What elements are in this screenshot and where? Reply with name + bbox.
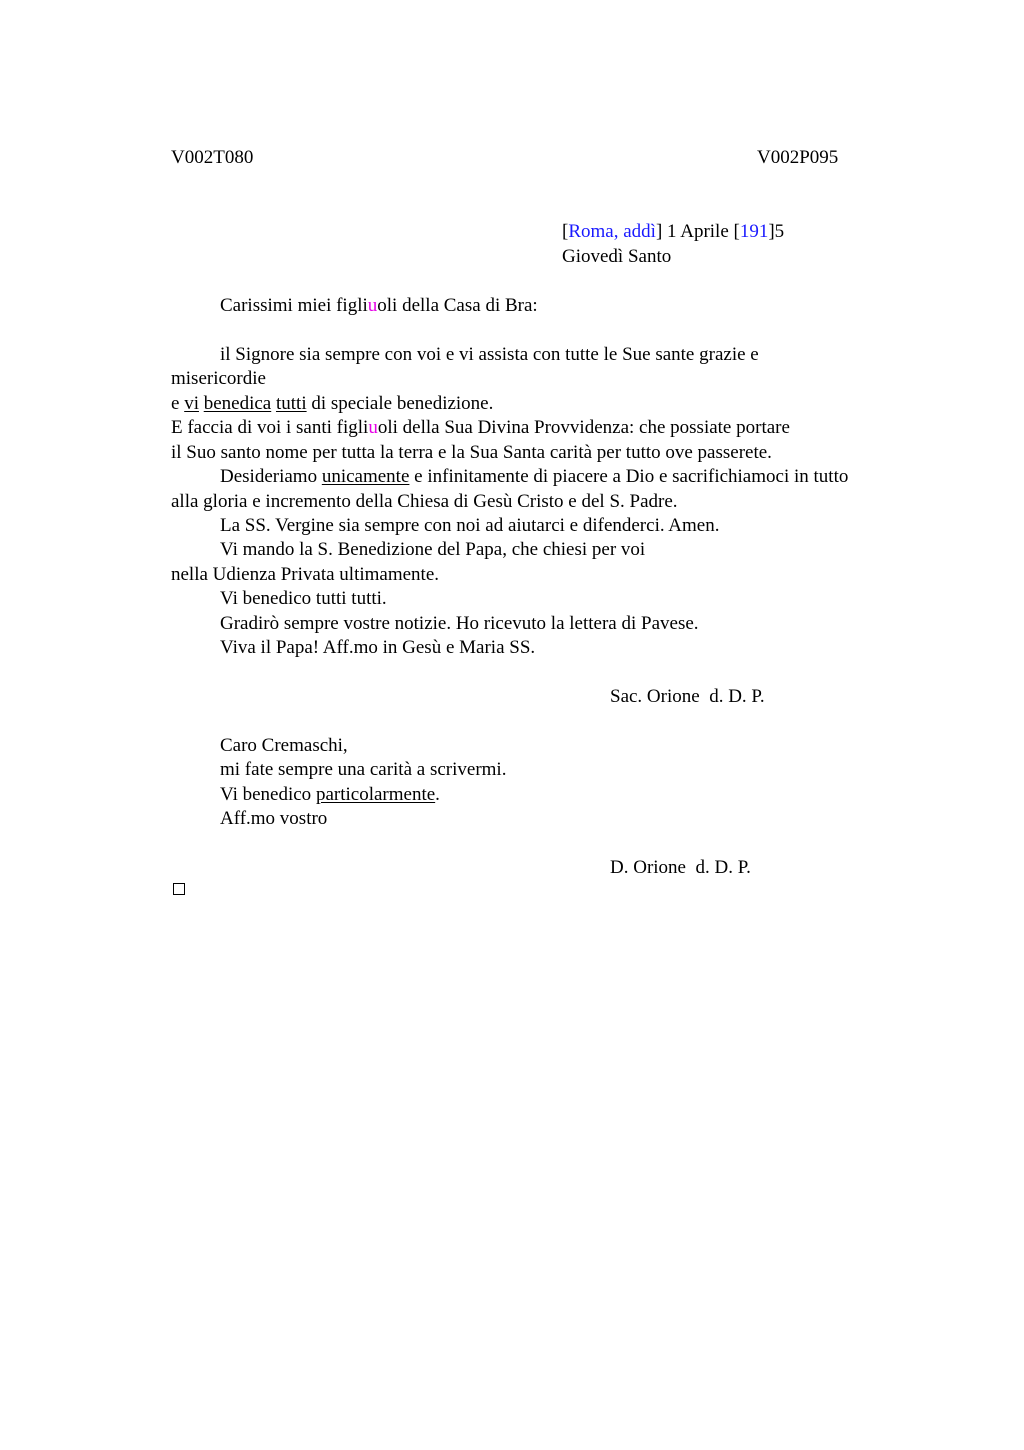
signature-1: Sac. Orione d. D. P. <box>610 686 765 707</box>
body-line-11: Vi benedico tutti tutti. <box>220 588 387 609</box>
body-line-3-prefix: e <box>171 393 185 414</box>
underlined-word: particolarmente <box>315 784 436 805</box>
document-code-right: V002P095 <box>757 147 839 168</box>
salutation-part1: Carissimi miei figli <box>220 295 368 316</box>
body-line-8: La SS. Vergine sia sempre con noi ad aiutarci e difenderci. Amen. <box>220 515 720 536</box>
postscript-line-3-prefix: Vi benedico <box>220 784 316 805</box>
body-line-6-prefix: Desideriamo <box>220 466 322 487</box>
body-line-6-suffix: e infinitamente di piacere a Dio e sacrifichiamoci in tutto <box>409 466 849 487</box>
underlined-word: unicamente <box>321 466 410 487</box>
body-line-5: il Suo santo nome per tutta la terra e la Sua Santa carità per tutto ove passerete. <box>171 442 772 463</box>
dateline-date: ] 1 Aprile [ <box>655 221 740 242</box>
body-line-13: Viva il Papa! Aff.mo in Gesù e Maria SS. <box>220 637 536 658</box>
postscript-line-1: Caro Cremaschi, <box>220 735 348 756</box>
body-line-6 <box>220 465 848 490</box>
underlined-word: tutti <box>275 393 307 414</box>
body-line-2: misericordie <box>171 368 266 389</box>
salutation-part2: oli della Casa di Bra: <box>377 295 538 316</box>
body-line-1: il Signore sia sempre con voi e vi assista con tutte le Sue sante grazie e <box>220 344 759 365</box>
dateline-year-prefix: 191 <box>739 221 769 242</box>
dateline-place: Roma, addì <box>568 221 656 242</box>
body-line-4-part2: oli della Sua Divina Provvidenza: che possiate portare <box>377 417 790 438</box>
body-line-4-correction: u <box>368 417 378 438</box>
postscript-line-3-suffix: . <box>435 784 440 805</box>
dateline <box>562 220 784 245</box>
postscript-line-2: mi fate sempre una carità a scrivermi. <box>220 759 507 780</box>
body-line-7: alla gloria e incremento della Chiesa di Gesù Cristo e del S. Padre. <box>171 491 678 512</box>
postscript-line-3 <box>220 783 440 808</box>
body-line-10: nella Udienza Privata ultimamente. <box>171 564 440 585</box>
end-marker-box-icon <box>173 883 185 895</box>
postscript-line-4: Aff.mo vostro <box>220 808 328 829</box>
dateline-feast: Giovedì Santo <box>562 246 672 267</box>
salutation <box>220 294 538 319</box>
document-code-left: V002T080 <box>171 147 254 168</box>
body-line-3 <box>171 392 493 417</box>
dateline-year-suffix: ]5 <box>768 221 785 242</box>
body-line-3-suffix: di speciale benedizione. <box>306 393 494 414</box>
signature-2: D. Orione d. D. P. <box>610 857 751 878</box>
dateline-bracket: [ <box>562 221 569 242</box>
body-line-12: Gradirò sempre vostre notizie. Ho ricevuto la lettera di Pavese. <box>220 613 699 634</box>
underlined-word: benedica <box>203 393 272 414</box>
salutation-correction: u <box>367 295 378 316</box>
body-line-4-part1: E faccia di voi i santi figli <box>171 417 369 438</box>
body-line-4 <box>171 416 790 441</box>
body-line-9: Vi mando la S. Benedizione del Papa, che chiesi per voi <box>220 539 646 560</box>
underlined-word: vi <box>184 393 199 414</box>
